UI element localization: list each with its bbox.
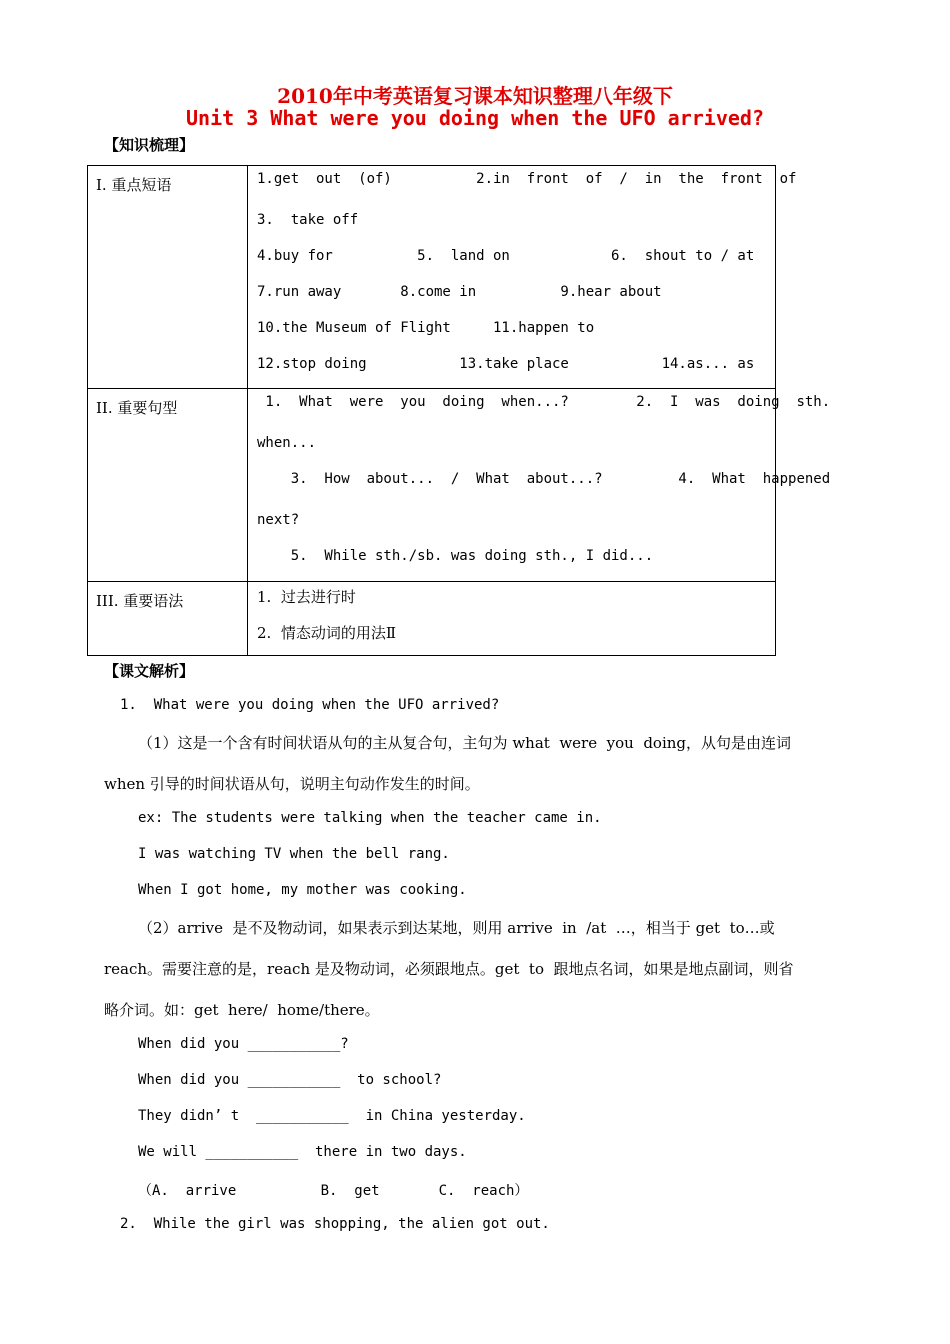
row-label-grammar: III. 重要语法: [88, 582, 248, 656]
phrase-line: 4.buy for 5. land on 6. shout to / at: [257, 248, 755, 264]
sentence-line: 3. How about... / What about...? 4. What happened: [257, 471, 831, 487]
analysis-item-1: 1. What were you doing when the UFO arrived?: [120, 697, 500, 713]
phrase-line: 3. take off: [257, 212, 359, 228]
row-label-sentences: II. 重要句型: [88, 389, 248, 582]
analysis-item-2: 2. While the girl was shopping, the alien got out.: [120, 1216, 550, 1232]
example-sentence: ex: The students were talking when the teacher came in.: [138, 810, 602, 826]
table-row-sentences: [88, 389, 776, 582]
section-analysis-heading: 【课文解析】: [104, 662, 195, 680]
paragraph-2-line-2: reach。需要注意的是，reach 是及物动词，必须跟地点。get to 跟地点名词，如果是地点副词，则省: [104, 960, 794, 978]
table-row-phrases: [88, 166, 776, 389]
exercise-question: They didn’ t ___________ in China yesterday.: [138, 1108, 526, 1124]
paragraph-1-line-1: （1）这是一个含有时间状语从句的主从复合句，主句为 what were you doing，从句是由连词: [138, 734, 792, 752]
sentence-line: 1. What were you doing when...? 2. I was doing sth.: [257, 394, 831, 410]
paragraph-2-line-1: （2）arrive 是不及物动词，如果表示到达某地，则用 arrive in /at …，相当于 get to…或: [138, 919, 775, 937]
sentence-line: next?: [257, 512, 300, 528]
phrase-line: 12.stop doing 13.take place 14.as... as: [257, 356, 755, 372]
grammar-line: 2. 情态动词的用法Ⅱ: [257, 624, 397, 642]
table-row-grammar: [88, 582, 776, 656]
row-label-phrases: I. 重点短语: [88, 166, 248, 389]
exercise-question: When did you ___________ to school?: [138, 1072, 442, 1088]
phrase-line: 7.run away 8.come in 9.hear about: [257, 284, 662, 300]
exercise-question: We will ___________ there in two days.: [138, 1144, 467, 1160]
sentences-cell: [248, 389, 831, 582]
sentence-line: 5. While sth./sb. was doing sth., I did...: [257, 548, 654, 564]
paragraph-1-line-2: when 引导的时间状语从句，说明主句动作发生的时间。: [104, 775, 480, 793]
phrase-line: 1.get out (of) 2.in front of / in the front of: [257, 171, 797, 187]
grammar-line: 1. 过去进行时: [257, 588, 356, 606]
unit-title: Unit 3 What were you doing when the UFO arrived?: [186, 106, 764, 130]
paragraph-2-line-3: 略介词。如：get here/ home/there。: [104, 1001, 380, 1019]
example-sentence: When I got home, my mother was cooking.: [138, 882, 467, 898]
example-sentence: I was watching TV when the bell rang.: [138, 846, 450, 862]
sentence-line: when...: [257, 435, 317, 451]
document-title: 2010年中考英语复习课本知识整理八年级下: [277, 84, 673, 108]
exercise-question: When did you ___________?: [138, 1036, 349, 1052]
phrase-line: 10.the Museum of Flight 11.happen to: [257, 320, 595, 336]
exercise-options: （A. arrive B. get C. reach）: [138, 1183, 529, 1199]
grammar-cell: [248, 582, 776, 656]
knowledge-table: [87, 165, 831, 656]
phrases-cell: [248, 166, 797, 389]
section-knowledge-heading: 【知识梳理】: [104, 136, 195, 154]
